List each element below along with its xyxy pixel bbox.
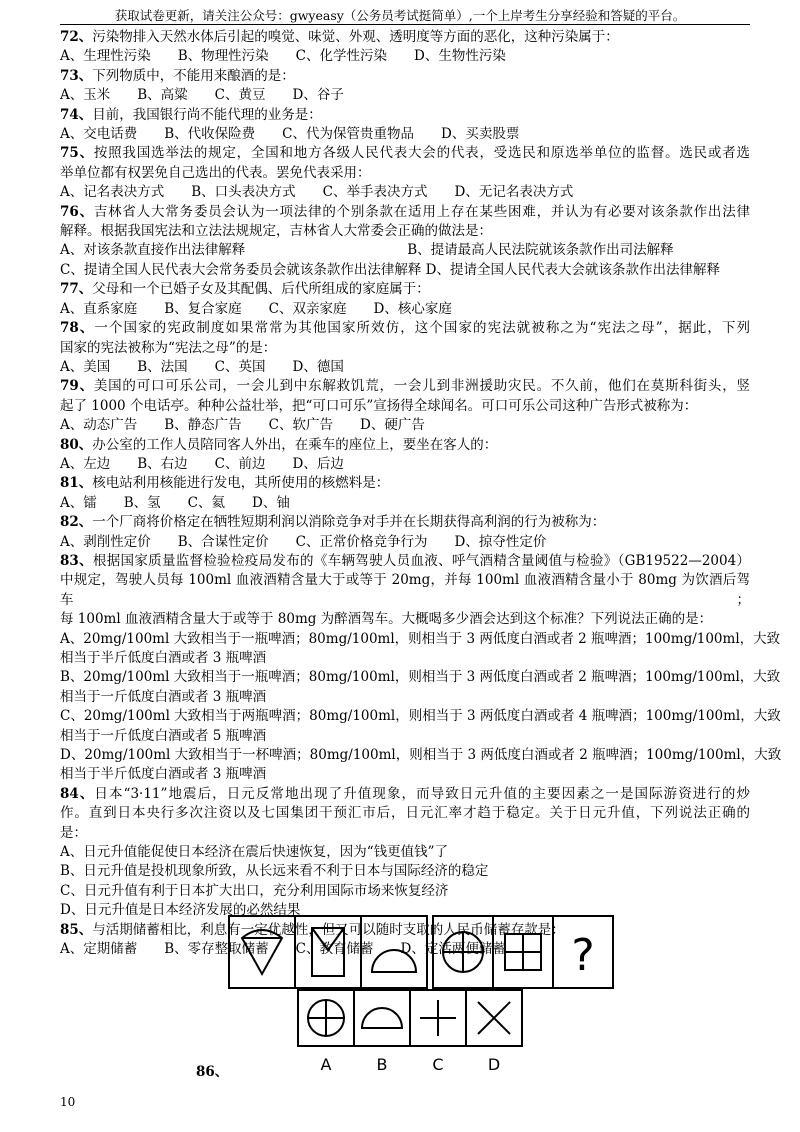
question-option-line: 相当于半斤低度白酒或者 3 瓶啤酒 <box>60 650 267 666</box>
question-number: 81、 <box>60 475 93 492</box>
question-stem-line <box>60 571 750 610</box>
question-option-line: B、日元升值是投机现象所致，从长远来看不利于日本与国际经济的稳定 <box>60 863 489 880</box>
page-header: 获取试卷更新，请关注公众号：gwyeasy（公务员考试挺简单）,一个上岸考生分享经验和答疑的平台。 <box>114 8 686 23</box>
question-stem-text: 父母和一个已婚子女及其配偶、后代所组成的家庭属于： <box>92 281 430 298</box>
question-number: 77、 <box>60 281 93 298</box>
question-option-line: A、对该条款直接作出法律解释 B、提请最高人民法院就该条款作出司法解释 <box>60 242 674 259</box>
question-stem-line <box>60 28 750 47</box>
question-number: 74、 <box>60 106 93 123</box>
question-stem-text: 办公室的工作人员陪同客人外出，在乘车的座位上，要坐在客人的： <box>92 436 498 453</box>
question-stem-text: 污染物排入天然水体后引起的嗅觉、味觉、外观、透明度等方面的恶化，这种污染属于： <box>92 29 619 45</box>
question-stem-text: 中规定，驾驶人员每 100ml 血液酒精含量大于或等于 20mg，并每 100ml 血液酒精含量小于 80mg 为饮酒后驾车； <box>60 572 750 608</box>
answer-label-c: C <box>432 1055 444 1074</box>
question-option-line: A、定期储蓄 B、零存整取储蓄 C、教育储蓄 D、定活两便储蓄 <box>60 941 506 958</box>
answer-label-b: B <box>376 1055 388 1074</box>
question-option-line: C、提请全国人民代表大会常务委员会就该条款作出法律解释 D、提请全国人民代表大会就该条款作出法律解释 <box>60 261 720 278</box>
figure-box-3 <box>361 916 427 988</box>
question-stem-text: 作。直到日本央行多次注资以及七国集团干预汇市后，日元汇率才趋于稳定。关于日元升值，下列说法正确的 <box>60 805 750 822</box>
answer-label-a: A <box>320 1055 332 1074</box>
question-stem-line <box>60 280 750 299</box>
question-option-line: D、20mg/100ml 大致相当于一杯啤酒；80mg/100ml，则相当于 3 两低度白酒或者 2 瓶啤酒；100mg/100ml，大致 <box>60 747 782 764</box>
question-number: 84、 <box>60 785 95 802</box>
answer-box-b <box>354 990 410 1046</box>
question-number: 80、 <box>60 436 93 453</box>
answer-label-d: D <box>487 1055 501 1074</box>
question-option-line: A、记名表决方式 B、口头表决方式 C、举手表决方式 D、无记名表决方式 <box>60 184 574 201</box>
question-stem-text: 日本“3·11”地震后，日元反常地出现了升值现象，而导致日元升值的主要因素之一是国际游资进行的炒 <box>94 785 750 802</box>
question-stem-text: 根据国家质量监督检验检疫局发布的《车辆驾驶人员血液、呼气酒精含量阈值与检验》（GB19522—2004） <box>92 552 750 569</box>
question-number: 72、 <box>60 29 93 45</box>
cone-shape <box>242 930 282 974</box>
question-option-line: C、20mg/100ml 大致相当于两瓶啤酒；80mg/100ml，则相当于 3 两低度白酒或者 4 瓶啤酒；100mg/100ml，大致 <box>60 708 781 725</box>
question-stem-text: 起了 1000 个电话亭。种种公益壮举，把“可口可乐”宣扬得全球闻名。可口可乐公司这种广告形式被称为： <box>60 397 698 414</box>
question-option-line: A、美国 B、法国 C、英国 D、德国 <box>60 358 344 375</box>
question-stem-line <box>60 610 750 629</box>
question-list <box>60 28 782 960</box>
question-stem-line <box>60 552 750 571</box>
question-number: 73、 <box>60 67 93 84</box>
question-stem-line <box>60 144 750 163</box>
question-stem-line <box>60 164 750 183</box>
question-option-line: A、交电话费 B、代收保险费 C、代为保管贵重物品 D、买卖股票 <box>60 126 520 143</box>
question-stem-line <box>60 319 750 338</box>
question-option-line: A、剥削性定价 B、合谋性定价 C、正常价格竞争行为 D、掠夺性定价 <box>60 533 547 550</box>
question-number: 85、 <box>60 921 93 938</box>
question-stem-line <box>60 67 750 86</box>
question-stem-line <box>60 436 750 455</box>
question-option-line: A、左边 B、右边 C、前边 D、后边 <box>60 455 344 472</box>
question-stem-line <box>60 203 750 222</box>
question-stem-text: 解释。根据我国宪法和立法法规规定，吉林省人大常委会正确的做法是： <box>60 223 492 240</box>
question-stem-text: 目前，我国银行尚不能代理的业务是： <box>92 106 322 123</box>
question-86-label: 86、 <box>196 1064 229 1080</box>
question-stem-line <box>60 824 750 843</box>
question-number: 83、 <box>60 552 93 569</box>
question-option-line: B、20mg/100ml 大致相当于一瓶啤酒；80mg/100ml，则相当于 3 两低度白酒或者 2 瓶啤酒；100mg/100ml，大致 <box>60 669 781 686</box>
question-stem-line <box>60 804 750 823</box>
question-stem-text: 国家的宪法被称为“宪法之母”的是： <box>60 339 277 356</box>
question-number: 78、 <box>60 320 95 337</box>
question-option-line: C、日元升值有利于日本扩大出口，充分利用国际市场来恢复经济 <box>60 882 449 899</box>
question-option-line: A、动态广告 B、静态广告 C、软广告 D、硬广告 <box>60 417 425 434</box>
question-stem-text: 吉林省人大常务委员会认为一项法律的个别条款在适用上存在某些困难，并认为有必要对该条款作出法律 <box>93 203 750 220</box>
figure-sequence <box>228 910 618 1000</box>
figure-box-2 <box>295 916 361 988</box>
question-option-line: 相当于一斤低度白酒或者 5 瓶啤酒 <box>60 727 267 744</box>
figure-answers <box>296 988 546 1078</box>
question-stem-text: 举单位都有权罢免自己选出的代表。罢免代表采用： <box>60 164 371 181</box>
question-stem-text: 美国的可口可乐公司，一会儿到中东解救饥荒，一会儿到非洲援助灾民。不久前，他们在莫斯科街头，竖 <box>93 378 750 395</box>
question-option-line: A、日元升值能促使日本经济在震后快速恢复，因为“钱更值钱”了 <box>60 844 449 861</box>
question-option-line: A、镭 B、氢 C、氦 D、铀 <box>60 494 290 511</box>
question-stem-text: 一个国家的宪政制度如果常常为其他国家所效仿，这个国家的宪法就被称之为“宪法之母”，据此，下列 <box>94 320 750 337</box>
question-option-line: A、20mg/100ml 大致相当于一瓶啤酒；80mg/100ml，则相当于 3 两低度白酒或者 2 瓶啤酒；100mg/100ml，大致 <box>60 630 781 647</box>
question-option-line: A、直系家庭 B、复合家庭 C、双亲家庭 D、核心家庭 <box>60 300 452 317</box>
question-stem-text: 是： <box>60 824 87 841</box>
question-stem-text: 与活期储蓄相比，利息有一定优越性，但又可以随时支取的人民币储蓄存款是： <box>92 921 565 938</box>
question-stem-line <box>60 513 750 532</box>
question-stem-text: 每 100ml 血液酒精含量大于或等于 80mg 为醉酒驾车。大概喝多少酒会达到这个标准？下列说法正确的是： <box>60 611 713 628</box>
question-stem-line <box>60 106 750 125</box>
question-stem-line <box>60 377 750 396</box>
question-stem-line <box>60 222 750 241</box>
question-number: 82、 <box>60 514 93 531</box>
question-option-line: 相当于半斤低度白酒或者 3 瓶啤酒 <box>60 766 267 783</box>
question-option-line: D、日元升值是日本经济发展的必然结果 <box>60 902 301 919</box>
question-number: 76、 <box>60 203 94 220</box>
question-number: 79、 <box>60 378 94 395</box>
page-number: 10 <box>60 1095 76 1109</box>
question-stem-text: 一个厂商将价格定在牺牲短期利润以消除竞争对手并在长期获得高利润的行为被称为： <box>92 514 606 531</box>
question-stem-line <box>60 339 750 358</box>
question-stem-line <box>60 474 750 493</box>
question-option-line: 相当于一斤低度白酒或者 3 瓶啤酒 <box>60 688 267 705</box>
question-stem-line <box>60 397 750 416</box>
question-option-line: A、玉米 B、高粱 C、黄豆 D、谷子 <box>60 87 344 104</box>
question-mark: ? <box>571 930 595 981</box>
semicircle-shape <box>372 950 416 972</box>
question-number: 75、 <box>60 145 94 162</box>
question-stem-text: 核电站利用核能进行发电，其所使用的核燃料是： <box>92 475 390 492</box>
question-stem-text: 下列物质中，不能用来酿酒的是： <box>92 67 295 84</box>
question-stem-text: 按照我国选举法的规定，全国和地方各级人民代表大会的代表，受选民和原选举单位的监督。选民或者选 <box>93 145 750 162</box>
figure-box-1 <box>229 916 295 988</box>
question-stem-line <box>60 785 750 804</box>
question-option-line: A、生理性污染 B、物理性污染 C、化学性污染 D、生物性污染 <box>60 48 506 65</box>
header-divider <box>60 24 750 25</box>
